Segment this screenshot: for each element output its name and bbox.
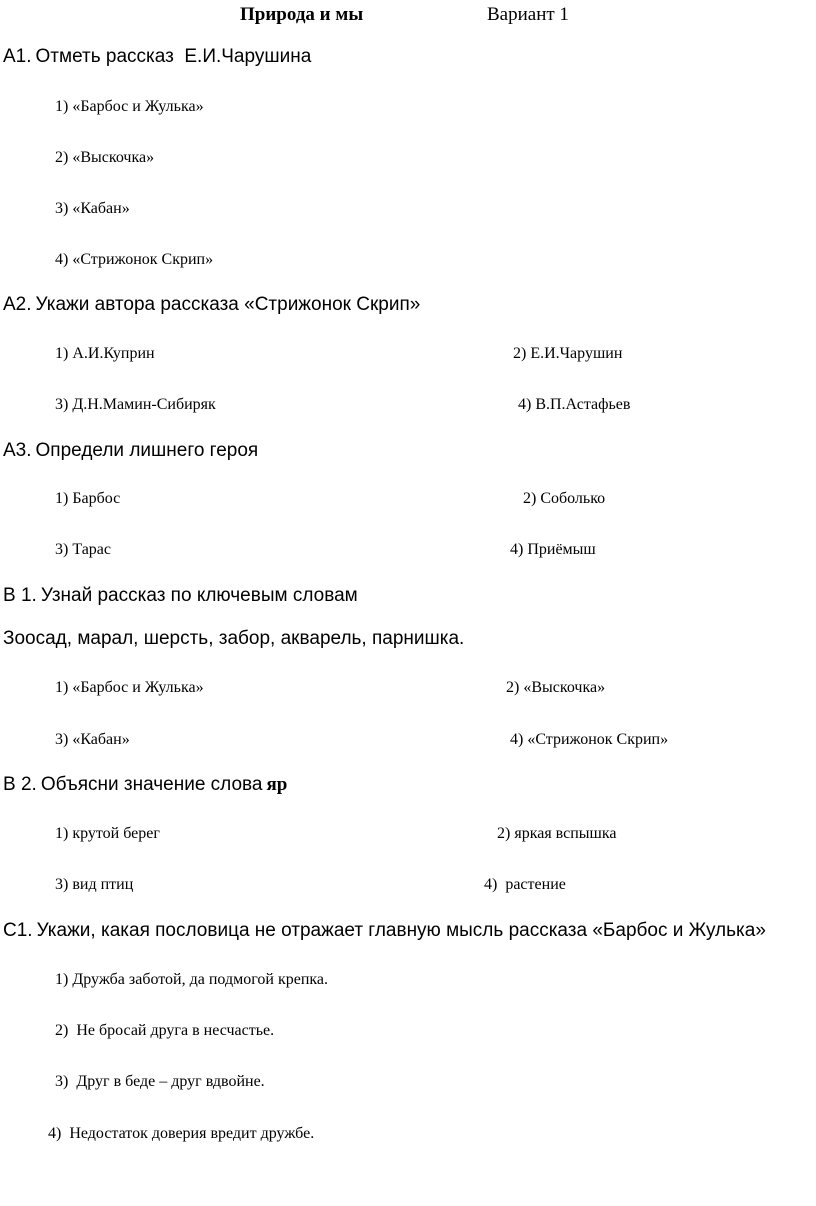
option-number: 1): [55, 490, 69, 507]
option-a2-3: [55, 396, 216, 414]
option-text: «Барбос и Жулька»: [72, 98, 204, 115]
option-number: 4): [518, 396, 532, 413]
option-c1-1: [55, 971, 328, 989]
option-a1-2: [55, 149, 154, 167]
option-text: вид птиц: [72, 876, 134, 893]
question-number: А1.: [3, 46, 32, 67]
question-number: А2.: [3, 294, 32, 315]
option-text: Тарас: [72, 541, 112, 558]
question-c1: [3, 920, 766, 942]
option-a3-1: [55, 490, 120, 508]
question-b2: [3, 774, 287, 796]
option-text: Дружба заботой, да подмогой крепка.: [72, 971, 329, 988]
option-number: 3): [55, 731, 69, 748]
page-title: Природа и мы: [240, 4, 364, 25]
option-a1-3: [55, 200, 130, 218]
question-text: Укажи автора рассказа «Стрижонок Скрип»: [35, 294, 421, 315]
option-b1-4: [510, 731, 668, 749]
option-c1-4: [48, 1125, 314, 1143]
option-number: 3): [55, 1073, 69, 1090]
option-number: 4): [510, 731, 524, 748]
option-text: Друг в беде – друг вдвойне.: [72, 1073, 265, 1090]
question-a1: [3, 46, 311, 68]
option-number: 1): [55, 345, 69, 362]
option-number: 2): [55, 1022, 69, 1039]
question-b1-keywords: [3, 628, 468, 650]
option-text: Е.И.Чарушин: [530, 345, 623, 362]
option-number: 3): [55, 396, 69, 413]
option-number: 2): [497, 825, 511, 842]
option-a3-2: [523, 490, 605, 508]
option-b2-2: [497, 825, 617, 843]
option-number: 4): [484, 876, 498, 893]
option-a2-4: [518, 396, 630, 414]
option-text: «Стрижонок Скрип»: [527, 731, 669, 748]
option-c1-2: [55, 1022, 274, 1040]
option-number: 1): [55, 971, 69, 988]
option-a2-2: [513, 345, 622, 363]
question-number: В 1.: [3, 585, 37, 606]
option-text: Не бросай друга в несчастье.: [72, 1022, 275, 1039]
question-a3: [3, 440, 258, 462]
option-b2-4: [484, 876, 566, 894]
option-b1-2: [506, 679, 605, 697]
option-text: яркая вспышка: [514, 825, 617, 842]
option-number: 2): [506, 679, 520, 696]
question-number: С1.: [3, 920, 33, 941]
option-number: 3): [55, 541, 69, 558]
keywords-text: Зоосад, марал, шерсть, забор, акварель, парнишка.: [3, 628, 465, 649]
option-b1-1: [55, 679, 204, 697]
question-text: Определи лишнего героя: [35, 440, 259, 461]
option-text: А.И.Куприн: [72, 345, 155, 362]
highlighted-word: яр: [266, 774, 288, 795]
question-text: Узнай рассказ по ключевым словам: [40, 585, 358, 606]
question-b1: [3, 585, 358, 607]
question-text: Объясни значение слова: [40, 774, 263, 795]
option-text: «Барбос и Жулька»: [72, 679, 204, 696]
option-number: 4): [48, 1125, 62, 1142]
option-a1-1: [55, 98, 204, 116]
option-text: «Стрижонок Скрип»: [72, 251, 214, 268]
option-text: Д.Н.Мамин-Сибиряк: [72, 396, 216, 413]
option-a3-4: [510, 541, 596, 559]
question-text: Отметь рассказ Е.И.Чарушина: [35, 46, 312, 67]
option-text: «Кабан»: [72, 731, 130, 748]
option-text: «Выскочка»: [72, 149, 155, 166]
question-number: А3.: [3, 440, 32, 461]
option-text: Соболько: [540, 490, 606, 507]
option-text: растение: [501, 876, 566, 893]
option-number: 1): [55, 825, 69, 842]
option-number: 4): [510, 541, 524, 558]
option-text: «Выскочка»: [523, 679, 606, 696]
option-text: В.П.Астафьев: [535, 396, 631, 413]
option-b1-3: [55, 731, 130, 749]
option-number: 2): [513, 345, 527, 362]
option-a2-1: [55, 345, 155, 363]
option-number: 1): [55, 98, 69, 115]
option-number: 3): [55, 200, 69, 217]
option-number: 4): [55, 251, 69, 268]
question-text: Укажи, какая пословица не отражает главную мысль рассказа «Барбос и Жулька»: [36, 920, 766, 941]
option-number: 2): [523, 490, 537, 507]
question-a2: [3, 294, 420, 316]
option-a1-4: [55, 251, 213, 269]
option-text: Приёмыш: [527, 541, 596, 558]
option-number: 3): [55, 876, 69, 893]
option-text: Недостаток доверия вредит дружбе.: [65, 1125, 315, 1142]
question-number: В 2.: [3, 774, 37, 795]
variant-label: Вариант 1: [487, 4, 569, 25]
option-number: 2): [55, 149, 69, 166]
option-text: «Кабан»: [72, 200, 130, 217]
option-c1-3: [55, 1073, 265, 1091]
option-number: 1): [55, 679, 69, 696]
option-b2-1: [55, 825, 160, 843]
option-text: Барбос: [72, 490, 121, 507]
option-a3-3: [55, 541, 111, 559]
option-b2-3: [55, 876, 133, 894]
option-text: крутой берег: [72, 825, 160, 842]
